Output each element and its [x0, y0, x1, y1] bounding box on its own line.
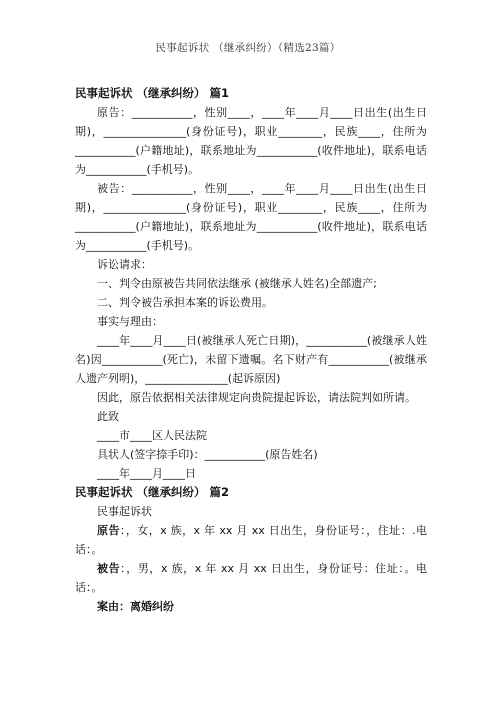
section-heading-1: 民事起诉状 （继承纠纷） 篇1 [75, 86, 230, 100]
defendant-details: ：，男，x 族，x 年 xx 月 xx 日出生，身份证号：住址：。电话：。 [75, 562, 427, 594]
facts-paragraph: ____年____月____日(被继承人死亡日期)，___________(被继承人姓名)因___________(死亡)，未留下遗嘱。名下财产有___________(被继承人遗产列明)，_______________(起诉原因) [75, 334, 427, 385]
date-line: ____年____月____日 [97, 467, 196, 480]
section2-defendant [75, 559, 427, 597]
claim-item-2: 二、判令被告承担本案的诉讼费用。 [97, 296, 273, 309]
section-heading-2: 民事起诉状 （继承纠纷） 篇2 [75, 485, 230, 499]
defendant-paragraph: 被告：___________，性别____，____年____月____日出生(出生日期)，_______________(身份证号)，职业________，民族____，住所为___________(户籍地址)，联系地址为___________(收件地址)，联系电话为___________(手机号)。 [75, 182, 427, 252]
facts-label: 事实与理由： [97, 315, 163, 328]
plaintiff-details: ：，女，x 族，x 年 xx 月 xx 日出生，身份证号：，住址：.电话：。 [75, 524, 427, 556]
plaintiff-label: 原告 [97, 524, 120, 537]
signer-line: 具状人(签字捺手印)：___________(原告姓名) [97, 448, 318, 461]
defendant-label: 被告 [97, 562, 121, 575]
plaintiff-paragraph: 原告：___________，性别____，____年____月____日出生(出生日期)，_______________(身份证号)，职业________，民族____，住所为___________(户籍地址)，联系地址为___________(收件地址)，联系电话为___________(手机号)。 [75, 106, 427, 176]
conclusion-paragraph: 因此，原告依据相关法律规定向贵院提起诉讼，请法院判如所请。 [97, 391, 416, 404]
salutation: 此致 [97, 410, 119, 423]
section2-plaintiff [75, 521, 427, 559]
document-title: 民事起诉状 （继承纠纷）（精选23篇） [155, 42, 341, 54]
case-cause: 案由：离婚纠纷 [97, 600, 174, 613]
section2-subtitle: 民事起诉状 [97, 505, 152, 518]
claim-item-1: 一、判令由原被告共同依法继承 (被继承人姓名)全部遗产; [97, 277, 377, 290]
court-name: ____市____区人民法院 [97, 429, 207, 442]
claims-label: 诉讼请求： [97, 258, 152, 271]
document-body [75, 84, 427, 616]
